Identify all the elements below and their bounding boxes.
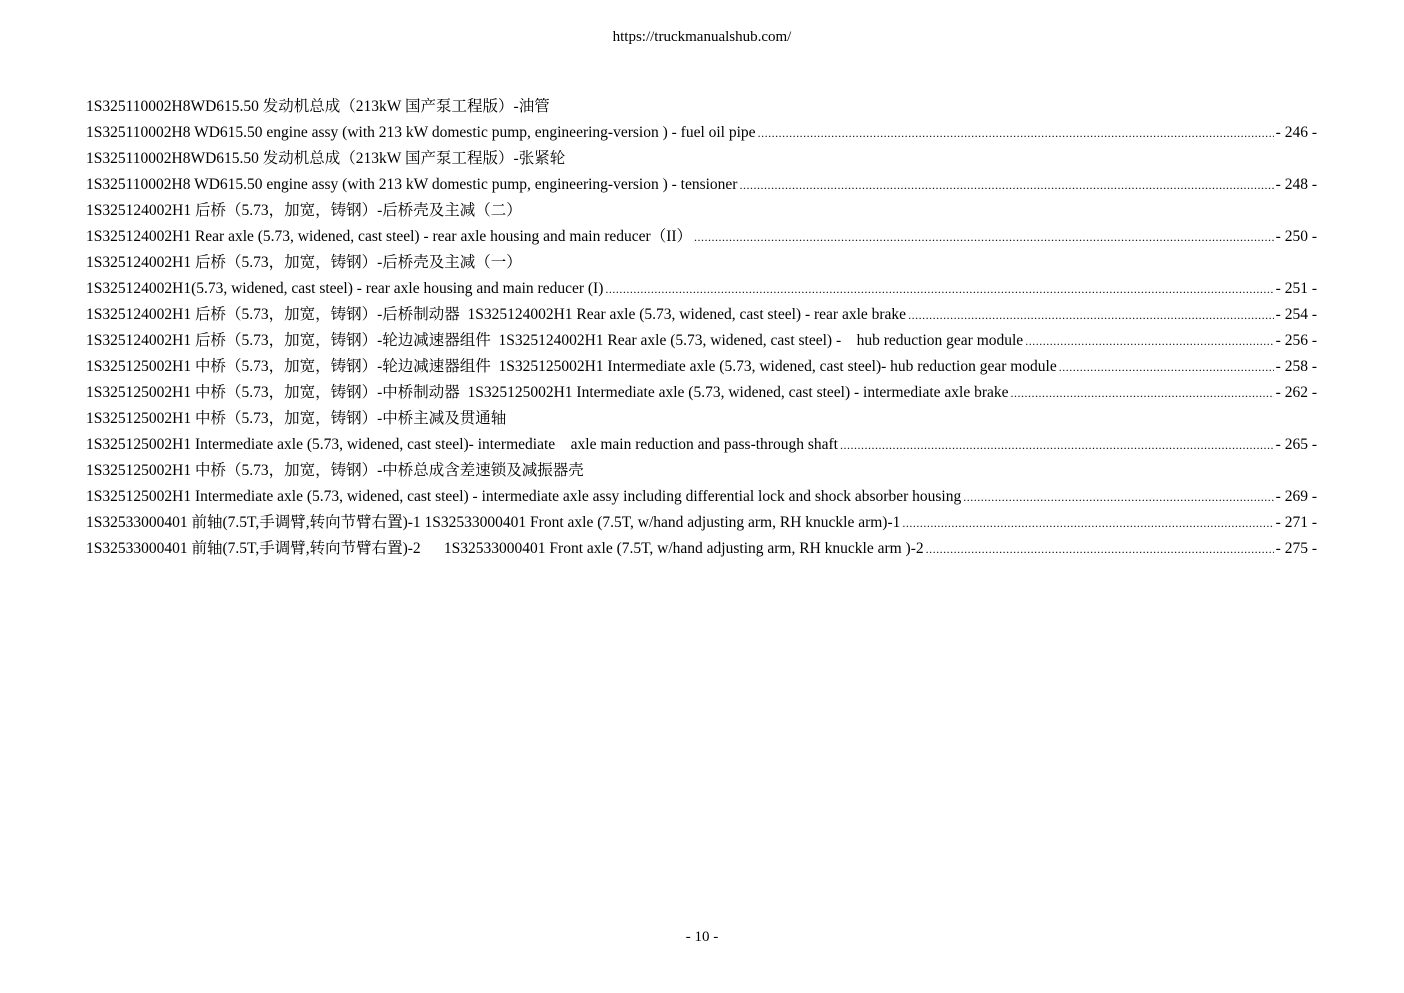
toc-entry-title: 1S325125002H1 Intermediate axle (5.73, widened, cast steel) - intermediate axle assy including differential lock and shock absorber housing — [86, 488, 962, 505]
toc-entry[interactable] — [86, 330, 1317, 356]
toc-entry[interactable] — [86, 304, 1317, 330]
dot-leader — [1025, 330, 1273, 352]
toc-entry[interactable] — [86, 408, 1317, 434]
toc-entry[interactable] — [86, 226, 1317, 252]
dot-leader — [908, 304, 1274, 326]
toc-entry-title: 1S325124002H1 后桥（5.73，加宽，铸钢）-后桥制动器 1S325124002H1 Rear axle (5.73, widened, cast steel) - rear axle brake — [86, 306, 907, 323]
dot-leader — [1059, 356, 1274, 378]
dot-leader — [1011, 382, 1274, 404]
toc-entry-page: - 269 - — [1275, 488, 1317, 505]
toc-entry-page: - 251 - — [1275, 280, 1317, 297]
dot-leader — [963, 486, 1273, 508]
toc-entry-page: - 250 - — [1275, 228, 1317, 245]
toc-entry-title: 1S325125002H1 中桥（5.73，加宽，铸钢）-中桥主减及贯通轴 — [86, 410, 507, 427]
toc-entry-title: 1S325110002H8WD615.50 发动机总成（213kW 国产泵工程版）-张紧轮 — [86, 150, 566, 167]
toc-entry-title: 1S325124002H1 后桥（5.73，加宽，铸钢）-后桥壳及主减（一） — [86, 254, 522, 271]
toc-entry-title: 1S32533000401 前轴(7.5T,手调臂,转向节臂右置)-2 1S32533000401 Front axle (7.5T, w/hand adjusting arm, RH knuckle arm )-2 — [86, 540, 924, 557]
toc-entry-title: 1S325125002H1 Intermediate axle (5.73, widened, cast steel)- intermediate axle main reduction and pass-through shaft — [86, 436, 838, 453]
toc-entry-title: 1S325110002H8WD615.50 发动机总成（213kW 国产泵工程版）-油管 — [86, 98, 550, 115]
dot-leader — [902, 512, 1273, 534]
dot-leader — [694, 226, 1274, 248]
table-of-contents — [86, 96, 1317, 564]
toc-entry-page: - 271 - — [1275, 514, 1317, 531]
dot-leader — [758, 122, 1274, 144]
toc-entry[interactable] — [86, 174, 1317, 200]
toc-entry-title: 1S325125002H1 中桥（5.73，加宽，铸钢）-中桥总成含差速锁及减振器壳 — [86, 462, 584, 479]
toc-entry[interactable] — [86, 200, 1317, 226]
dot-leader — [605, 278, 1273, 300]
dot-leader — [926, 538, 1274, 560]
dot-leader — [840, 434, 1274, 456]
toc-entry[interactable] — [86, 486, 1317, 512]
page-number: - 10 - — [685, 929, 719, 945]
toc-entry[interactable] — [86, 512, 1317, 538]
toc-entry-title: 1S325110002H8 WD615.50 engine assy (with 213 kW domestic pump, engineering-version ) - fuel oil pipe — [86, 124, 756, 141]
toc-entry-page: - 258 - — [1275, 358, 1317, 375]
dot-leader — [739, 174, 1273, 196]
toc-entry-title: 1S325110002H8 WD615.50 engine assy (with 213 kW domestic pump, engineering-version ) - tensioner — [86, 176, 738, 193]
toc-entry[interactable] — [86, 252, 1317, 278]
toc-entry[interactable] — [86, 434, 1317, 460]
toc-entry-title: 1S325124002H1 后桥（5.73，加宽，铸钢）-后桥壳及主减（二） — [86, 202, 522, 219]
toc-entry[interactable] — [86, 122, 1317, 148]
toc-entry[interactable] — [86, 148, 1317, 174]
toc-entry-title: 1S325124002H1 Rear axle (5.73, widened, cast steel) - rear axle housing and main reducer（II） — [86, 228, 693, 245]
toc-entry-title: 1S325125002H1 中桥（5.73，加宽，铸钢）-轮边减速器组件 1S325125002H1 Intermediate axle (5.73, widened, cast steel)- hub reduction gear module — [86, 358, 1057, 375]
toc-entry-page: - 262 - — [1275, 384, 1317, 401]
toc-entry-page: - 275 - — [1275, 540, 1317, 557]
toc-entry[interactable] — [86, 356, 1317, 382]
toc-entry-page: - 254 - — [1275, 306, 1317, 323]
toc-entry-title: 1S325124002H1 后桥（5.73，加宽，铸钢）-轮边减速器组件 1S325124002H1 Rear axle (5.73, widened, cast steel) - hub reduction gear module — [86, 332, 1024, 349]
toc-entry-page: - 248 - — [1275, 176, 1317, 193]
toc-entry-title: 1S32533000401 前轴(7.5T,手调臂,转向节臂右置)-1 1S32533000401 Front axle (7.5T, w/hand adjusting arm, RH knuckle arm)-1 — [86, 514, 901, 531]
header-url: https://truckmanualshub.com/ — [612, 29, 792, 45]
toc-entry[interactable] — [86, 96, 1317, 122]
toc-entry-page: - 265 - — [1275, 436, 1317, 453]
toc-entry-title: 1S325125002H1 中桥（5.73，加宽，铸钢）-中桥制动器 1S325125002H1 Intermediate axle (5.73, widened, cast steel) - intermediate axle brake — [86, 384, 1009, 401]
toc-entry[interactable] — [86, 538, 1317, 564]
toc-entry-page: - 256 - — [1275, 332, 1317, 349]
toc-entry-title: 1S325124002H1(5.73, widened, cast steel) - rear axle housing and main reducer (I) — [86, 280, 604, 297]
toc-entry[interactable] — [86, 382, 1317, 408]
toc-entry[interactable] — [86, 460, 1317, 486]
toc-entry[interactable] — [86, 278, 1317, 304]
toc-entry-page: - 246 - — [1275, 124, 1317, 141]
